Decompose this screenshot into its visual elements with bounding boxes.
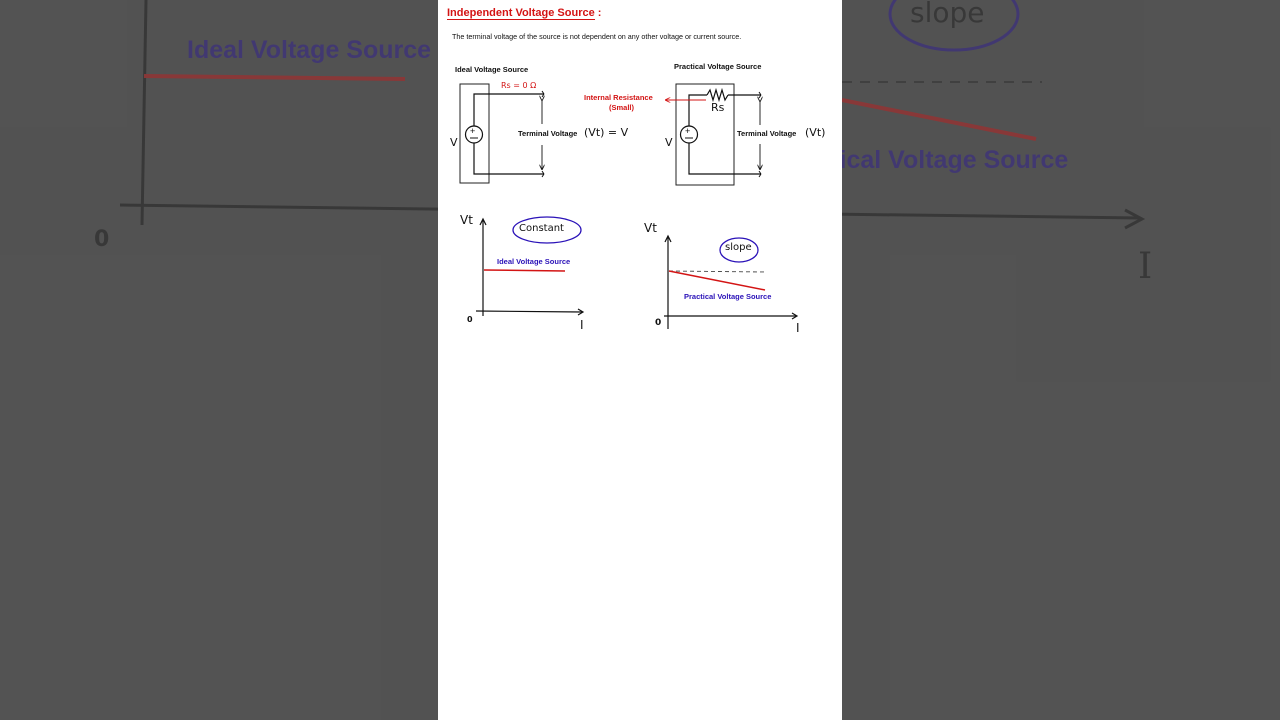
practical-rs-label: Rs — [711, 101, 725, 114]
internal-resistance-label: Internal Resistance — [584, 93, 653, 102]
rs-resistor-zigzag — [707, 90, 728, 100]
ideal-top-wire — [474, 94, 544, 126]
practical-dashed-reference — [669, 271, 766, 272]
ideal-heading: Ideal Voltage Source — [455, 65, 529, 74]
ideal-terminal-equation: (Vt) = V — [584, 126, 629, 139]
page-description: The terminal voltage of the source is not dependent on any other voltage or current source. — [452, 32, 742, 41]
practical-heading: Practical Voltage Source — [674, 62, 762, 71]
constant-badge-text: Constant — [519, 223, 564, 234]
document-page — [438, 0, 842, 720]
ideal-graph-curve-label: Ideal Voltage Source — [497, 257, 571, 266]
practical-graph-x-label: I — [796, 321, 800, 335]
ideal-x-axis — [476, 311, 582, 312]
practical-drooping-line — [669, 271, 765, 290]
ideal-constant-line — [484, 270, 565, 271]
ideal-graph-origin: 0 — [467, 315, 473, 324]
ideal-graph-y-label: Vt — [460, 213, 473, 227]
ideal-bottom-wire — [474, 143, 544, 174]
internal-resistance-small-label: (Small) — [609, 103, 635, 112]
ideal-graph-x-label: I — [580, 318, 584, 332]
practical-graph-y-label: Vt — [644, 221, 657, 235]
practical-terminal-label: Terminal Voltage — [737, 129, 797, 138]
svg-text:+: + — [470, 126, 476, 136]
page-title: Independent Voltage Source : — [447, 7, 602, 19]
ideal-rs-label: Rs = 0 Ω — [501, 81, 537, 90]
slope-badge-text: slope — [725, 242, 752, 253]
practical-graph-origin: 0 — [655, 318, 662, 328]
circuit-diagram — [438, 0, 842, 720]
practical-terminal-equation: (Vt) — [805, 126, 826, 139]
svg-text:+: + — [685, 126, 691, 136]
practical-graph-curve-label: Practical Voltage Source — [684, 292, 772, 301]
ideal-source-v-label: V — [450, 136, 458, 149]
ideal-terminal-label: Terminal Voltage — [518, 129, 578, 138]
practical-source-v-label: V — [665, 136, 673, 149]
